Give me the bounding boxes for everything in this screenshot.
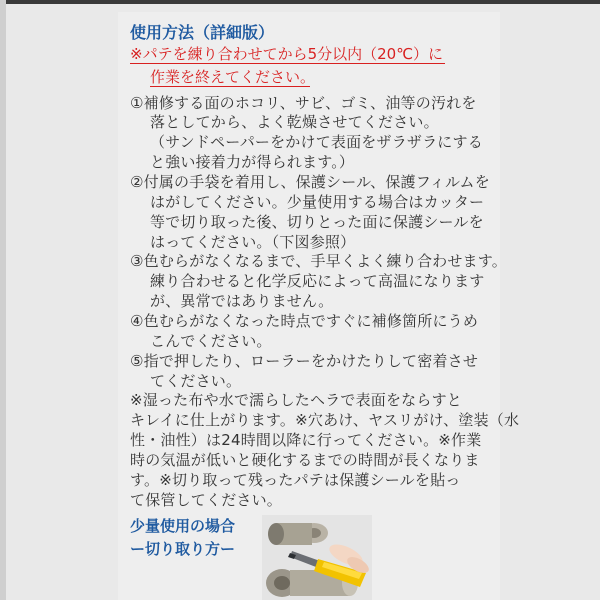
step-1-note-2: と強い接着力が得られます。）: [150, 153, 355, 171]
note-line-2: キレイに仕上がります。※穴あけ、ヤスリがけ、塗装（水: [130, 411, 520, 429]
note-line-1: ※湿った布や水で濡らしたヘラで表面をならすと: [130, 391, 462, 409]
step-2-line-4: はってください。（下図参照）: [150, 233, 356, 251]
step-1-line-2: 落としてから、よく乾燥させてください。: [150, 113, 439, 131]
step-1-line-1: ①補修する面のホコリ、サビ、ゴミ、油等の汚れを: [130, 94, 477, 112]
top-border: [0, 0, 600, 4]
cutter-cutting-putty-icon: [262, 515, 372, 600]
usage-title: 使用方法（詳細版）: [130, 23, 275, 42]
step-2-line-2: はがしてください。少量使用する場合はカッター: [150, 193, 485, 211]
step-2-line-1: ②付属の手袋を着用し、保護シール、保護フィルムを: [130, 173, 490, 191]
step-4-line-1: ④色むらがなくなった時点ですぐに補修箇所にうめ: [130, 312, 479, 330]
step-5-line-1: ⑤指で押したり、ローラーをかけたりして密着させ: [130, 352, 479, 370]
warning-line-2: 作業を終えてください。: [150, 68, 316, 86]
cut-method-heading: ー切り取り方ー: [130, 540, 236, 558]
step-1-note-1: （サンドペーパーをかけて表面をザラザラにする: [150, 133, 483, 151]
note-line-6: て保管してください。: [130, 491, 283, 509]
left-border: [0, 0, 6, 600]
step-3-line-1: ③色むらがなくなるまで、手早くよく練り合わせます。: [130, 252, 507, 270]
step-2-line-3: 等で切り取った後、切りとった面に保護シールを: [150, 213, 484, 231]
step-3-line-3: が、異常ではありません。: [150, 292, 334, 310]
note-line-3: 性・油性）は24時間以降に行ってください。※作業: [130, 431, 482, 449]
step-4-line-2: こんでください。: [150, 332, 272, 350]
step-5-line-2: てください。: [150, 372, 242, 390]
warning-underline-2: [150, 86, 310, 87]
small-use-title: 少量使用の場合: [130, 517, 236, 535]
note-line-4: 時の気温が低いと硬化するまでの時間が長くなりま: [130, 451, 480, 469]
warning-underline-1: [130, 63, 445, 64]
step-3-line-2: 練り合わせると化学反応によって高温になります: [150, 272, 485, 290]
warning-line-1: ※パテを練り合わせてから5分以内（20℃）に: [130, 45, 444, 63]
note-line-5: す。※切り取って残ったパテは保護シールを貼っ: [130, 471, 461, 489]
